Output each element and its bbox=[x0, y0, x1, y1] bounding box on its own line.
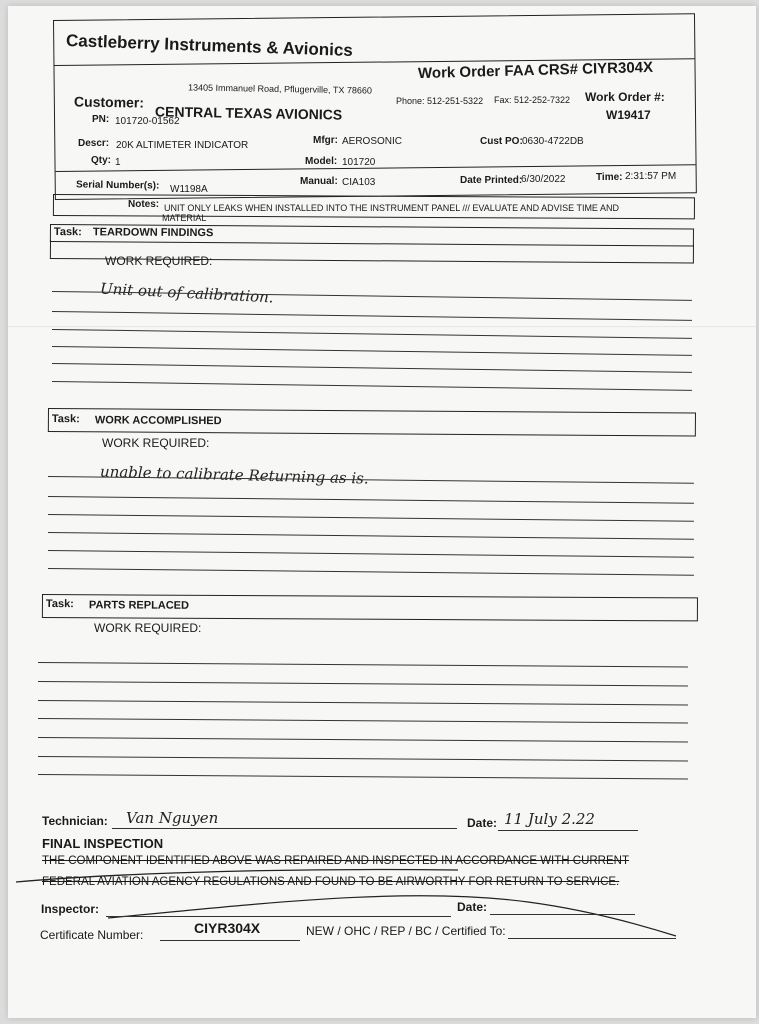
serial-value: W1198A bbox=[170, 184, 208, 195]
certificate-line bbox=[160, 940, 300, 941]
final-statement-line1: THE COMPONENT IDENTIFIED ABOVE WAS REPAIRED AND INSPECTED IN ACCORDANCE WITH CURRENT bbox=[42, 855, 629, 867]
model-value: 101720 bbox=[342, 157, 376, 168]
cust-po-value: 0630-4722DB bbox=[522, 136, 584, 147]
time-value: 2:31:57 PM bbox=[625, 171, 677, 182]
work-order-number-label: Work Order #: bbox=[585, 90, 665, 104]
notes-label: Notes: bbox=[128, 199, 160, 210]
time-label: Time: bbox=[596, 172, 623, 183]
model-label: Model: bbox=[305, 156, 338, 167]
status-options: NEW / OHC / REP / BC / Certified To: bbox=[306, 924, 506, 938]
customer-label: Customer: bbox=[73, 93, 145, 111]
notes-line1: UNIT ONLY LEAKS WHEN INSTALLED INTO THE INSTRUMENT PANEL /// EVALUATE AND ADVISE TIME AND bbox=[164, 203, 619, 213]
task-title-teardown: TEARDOWN FINDINGS bbox=[92, 226, 214, 240]
teardown-handwritten: Unit out of calibration. bbox=[99, 279, 275, 307]
task-title-parts-replaced: PARTS REPLACED bbox=[88, 599, 190, 612]
manual-label: Manual: bbox=[300, 176, 338, 187]
pn-value: 101720-01562 bbox=[115, 116, 180, 127]
work-required-label: WORK REQUIRED: bbox=[94, 621, 202, 635]
inspector-date-label: Date: bbox=[457, 900, 488, 914]
notes-line2: MATERIAL bbox=[162, 213, 207, 223]
certificate-number: CIYR304X bbox=[194, 920, 261, 936]
date-printed-value: 6/30/2022 bbox=[521, 174, 566, 185]
technician-date-value: 11 July 2.22 bbox=[504, 810, 595, 828]
cust-po-label: Cust PO: bbox=[480, 136, 523, 147]
inspector-label: Inspector: bbox=[41, 902, 100, 916]
qty-label: Qty: bbox=[91, 155, 111, 166]
descr-value: 20K ALTIMETER INDICATOR bbox=[116, 140, 249, 151]
task-label: Task: bbox=[53, 226, 82, 239]
mfgr-label: Mfgr: bbox=[313, 135, 338, 146]
company-address: 13405 Immanuel Road, Pflugerville, TX 78660 bbox=[187, 82, 373, 96]
certified-to-line bbox=[508, 938, 676, 939]
work-accomplished-handwritten: unable to calibrate Returning as is. bbox=[99, 462, 369, 488]
mfgr-value: AEROSONIC bbox=[342, 136, 403, 147]
work-required-label: WORK REQUIRED: bbox=[105, 254, 213, 268]
task-label: Task: bbox=[51, 413, 80, 426]
technician-signature: Van Nguyen bbox=[126, 809, 219, 827]
date-printed-label: Date Printed: bbox=[460, 175, 523, 186]
company-phone: Phone: 512-251-5322 bbox=[396, 96, 484, 106]
task-label: Task: bbox=[45, 598, 74, 611]
work-order-number: W19417 bbox=[606, 108, 651, 122]
customer-name: CENTRAL TEXAS AVIONICS bbox=[154, 103, 343, 123]
final-statement-line2: FEDERAL AVIATION AGENCY REGULATIONS AND FOUND TO BE AIRWORTHY FOR RETURN TO SERVICE. bbox=[42, 876, 620, 888]
inspector-line bbox=[106, 916, 451, 917]
task-title-work-accomplished: WORK ACCOMPLISHED bbox=[94, 414, 222, 428]
technician-label: Technician: bbox=[42, 814, 108, 828]
manual-value: CIA103 bbox=[342, 177, 376, 188]
company-name: Castleberry Instruments & Avionics bbox=[65, 30, 354, 61]
serial-label: Serial Number(s): bbox=[75, 179, 160, 192]
work-order-sheet bbox=[8, 6, 756, 1018]
inspector-date-line bbox=[490, 914, 635, 915]
descr-label: Descr: bbox=[78, 138, 110, 149]
certificate-label: Certificate Number: bbox=[40, 928, 144, 942]
qty-value: 1 bbox=[115, 157, 121, 168]
work-order-title: Work Order FAA CRS# CIYR304X bbox=[417, 58, 654, 83]
ink-strike-marks bbox=[8, 6, 756, 1018]
final-inspection-heading: FINAL INSPECTION bbox=[42, 836, 164, 851]
work-required-label: WORK REQUIRED: bbox=[102, 436, 210, 450]
company-fax: Fax: 512-252-7322 bbox=[494, 95, 571, 105]
pn-label: PN: bbox=[92, 114, 110, 125]
technician-date-label: Date: bbox=[467, 816, 498, 830]
